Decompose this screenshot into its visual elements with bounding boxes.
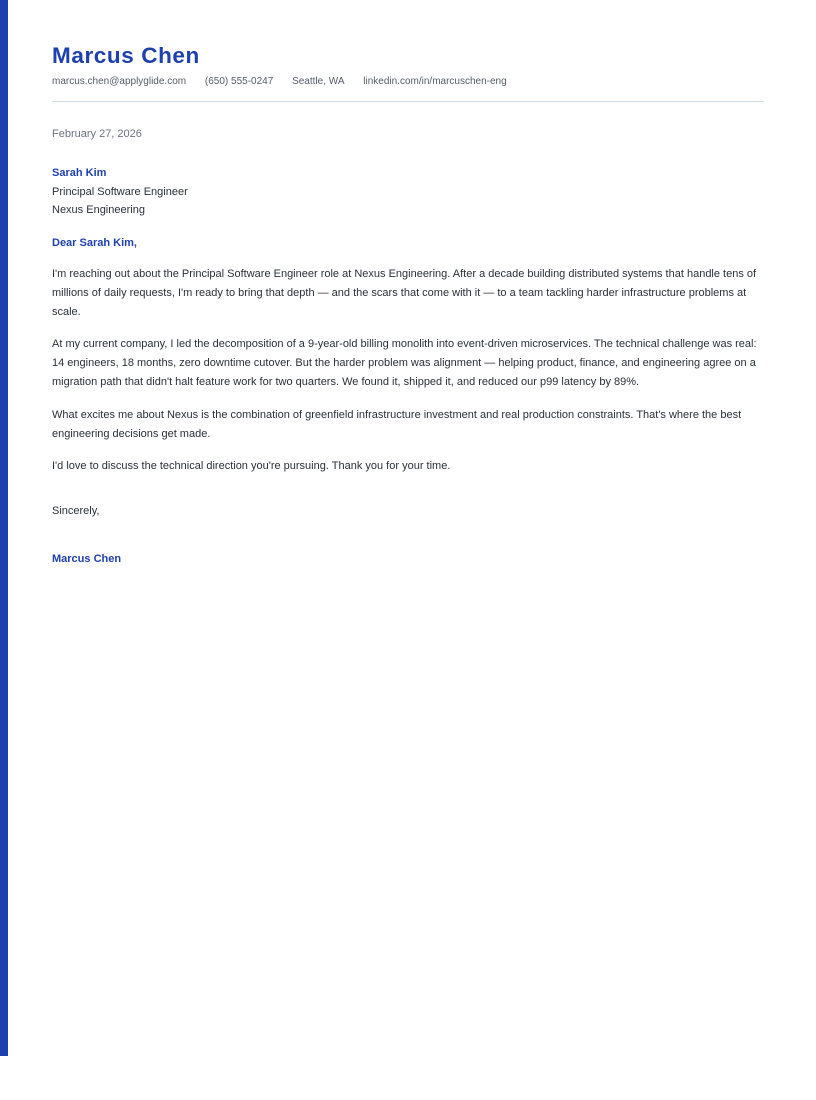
body-paragraph: I'd love to discuss the technical direction you're pursuing. Thank you for your time. (52, 460, 451, 473)
letter-body (52, 265, 764, 490)
accent-sidebar-bar (0, 0, 8, 1056)
salutation: Dear Sarah Kim, (52, 237, 137, 249)
letter-date: February 27, 2026 (52, 128, 142, 140)
sender-name: Marcus Chen (52, 43, 200, 68)
recipient-title: Principal Software Engineer (52, 185, 188, 198)
body-paragraph: I'm reaching out about the Principal Software Engineer role at Nexus Engineering. After a decade building distributed systems that handle tens of millions of daily requests, I'm ready to bring that depth — and the scars that come with it — to a team tackling harder infrastructure problems at scale. (52, 268, 757, 318)
recipient-company: Nexus Engineering (52, 204, 145, 216)
contact-info (52, 76, 523, 87)
contact-linkedin: linkedin.com/in/marcuschen-eng (363, 76, 507, 87)
closing: Sincerely, (52, 505, 100, 517)
contact-email: marcus.chen@applyglide.com (52, 76, 187, 87)
header-divider (52, 101, 764, 102)
contact-phone: (650) 555-0247 (204, 76, 274, 87)
signature: Marcus Chen (52, 553, 122, 565)
body-paragraph: What excites me about Nexus is the combination of greenfield infrastructure investment and real production constraints. That's where the best engineering decisions get made. (52, 408, 742, 440)
recipient-block (52, 164, 188, 220)
body-paragraph: At my current company, I led the decomposition of a 9-year-old billing monolith into event-driven microservices. The technical challenge was real: 14 engineers, 18 months, zero downtime cutover. But the harder problem was alignment — helping product, finance, and engineering agree on a migration path that didn't halt feature work for two quarters. We found it, shipped it, and reduced our p99 latency by 89%. (52, 338, 757, 388)
recipient-name: Sarah Kim (52, 167, 107, 179)
contact-location: Seattle, WA (292, 76, 345, 87)
